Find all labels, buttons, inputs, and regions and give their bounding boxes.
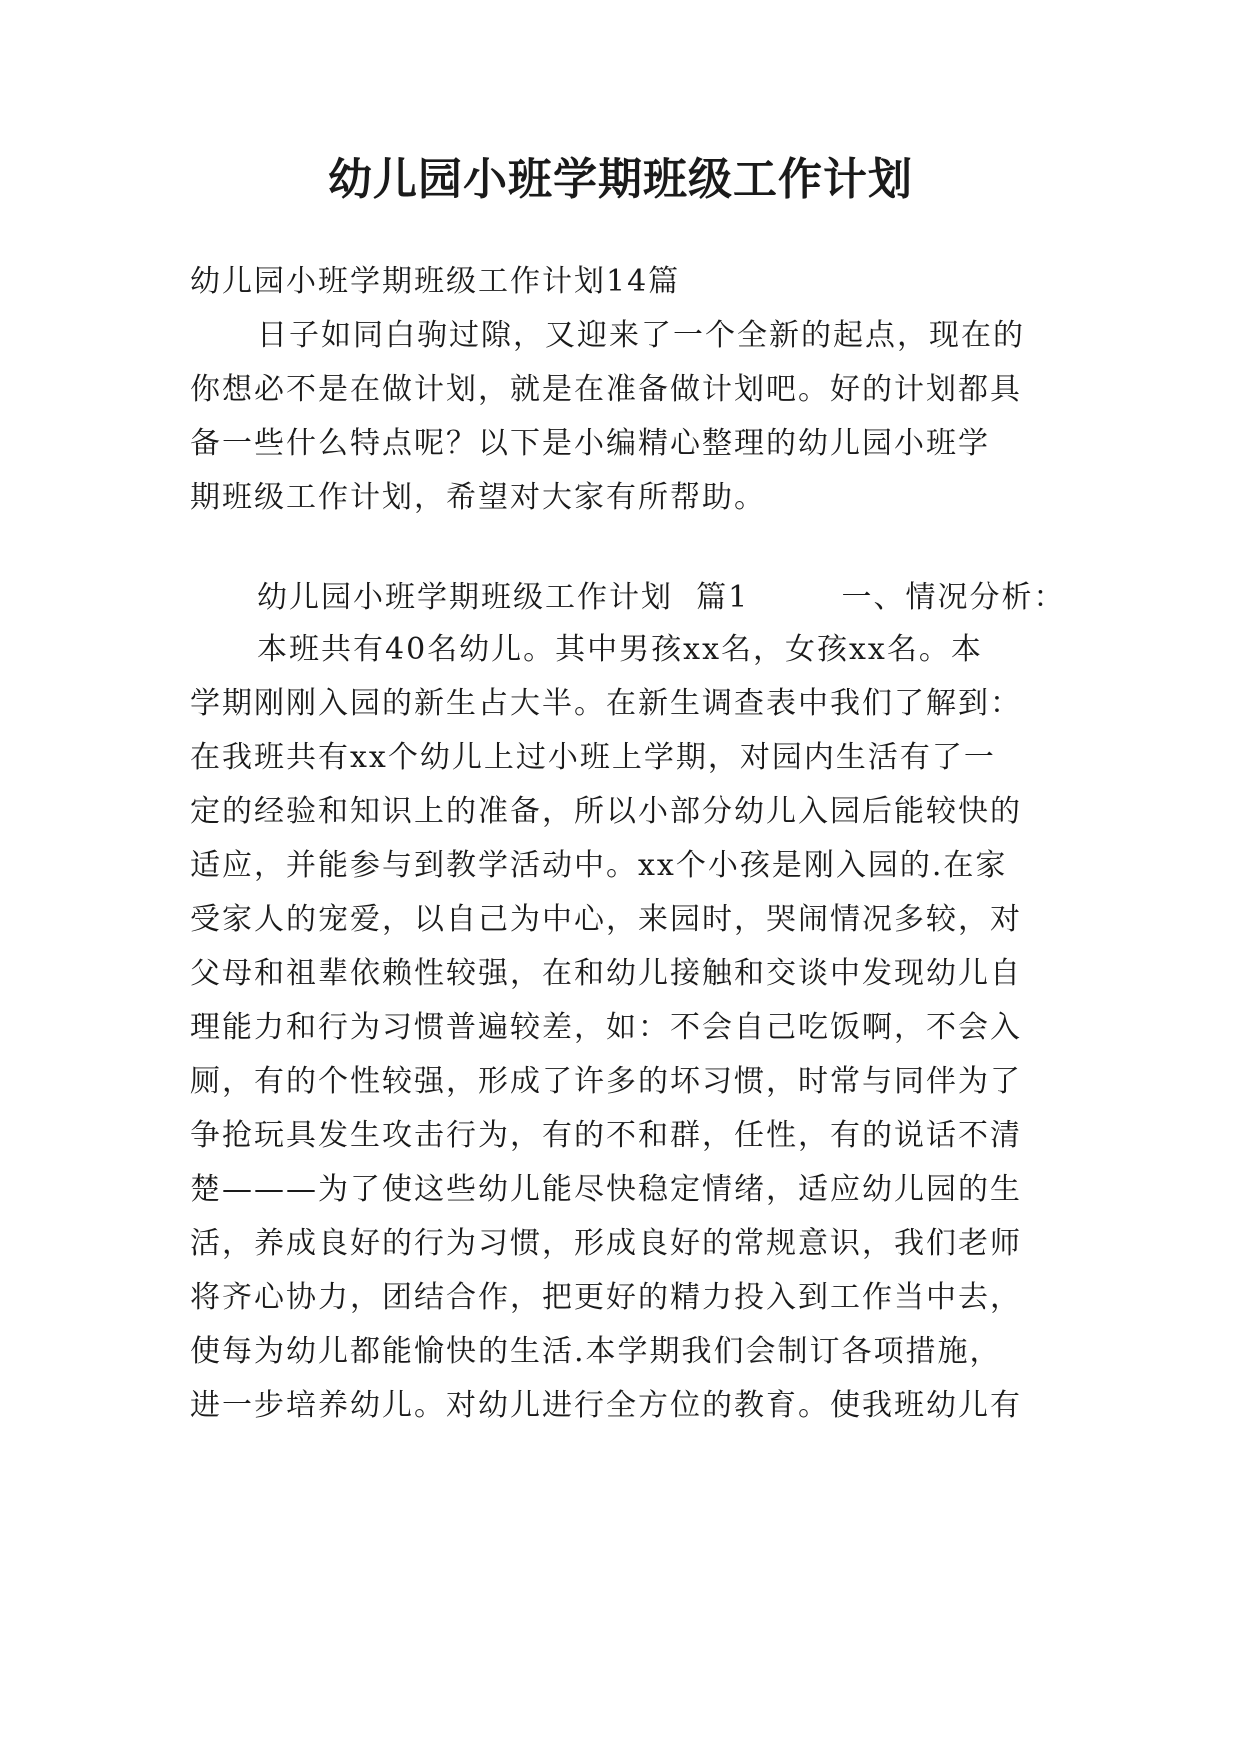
document-subtitle: 幼儿园小班学期班级工作计划14篇 [190,264,681,299]
body-line: 使每为幼儿都能愉快的生活.本学期我们会制订各项措施， [190,1334,1002,1369]
body-line: 本班共有40名幼儿。其中男孩xx名，女孩xx名。本 [257,632,983,667]
body-line: 进一步培养幼儿。对幼儿进行全方位的教育。使我班幼儿有 [190,1388,1022,1423]
body-line: 适应，并能参与到教学活动中。xx个小孩是刚入园的.在家 [190,848,1008,883]
intro-line: 日子如同白驹过隙，又迎来了一个全新的起点，现在的 [257,318,1025,353]
body-line: 理能力和行为习惯普遍较差，如：不会自己吃饭啊，不会入 [190,1010,1022,1045]
document-title: 幼儿园小班学期班级工作计划 [328,154,913,205]
body-line: 厕，有的个性较强，形成了许多的坏习惯，时常与同伴为了 [190,1064,1022,1099]
body-line: 受家人的宠爱，以自己为中心，来园时，哭闹情况多较，对 [190,902,1022,937]
body-line: 在我班共有xx个幼儿上过小班上学期，对园内生活有了一 [190,740,996,775]
body-line: 定的经验和知识上的准备，所以小部分幼儿入园后能较快的 [190,794,1022,829]
section-heading: 幼儿园小班学期班级工作计划 篇1 一、情况分析： [257,580,1066,615]
body-line: 楚———为了使这些幼儿能尽快稳定情绪，适应幼儿园的生 [190,1172,1022,1207]
body-line: 将齐心协力，团结合作，把更好的精力投入到工作当中去， [190,1280,1022,1315]
body-line: 学期刚刚入园的新生占大半。在新生调查表中我们了解到： [190,686,1022,721]
intro-line: 你想必不是在做计划，就是在准备做计划吧。好的计划都具 [190,372,1022,407]
body-line: 活，养成良好的行为习惯，形成良好的常规意识，我们老师 [190,1226,1022,1261]
body-line: 父母和祖辈依赖性较强，在和幼儿接触和交谈中发现幼儿自 [190,956,1022,991]
intro-line: 备一些什么特点呢？以下是小编精心整理的幼儿园小班学 [190,426,990,461]
body-line: 争抢玩具发生攻击行为，有的不和群，任性，有的说话不清 [190,1118,1022,1153]
intro-line: 期班级工作计划，希望对大家有所帮助。 [190,480,766,515]
